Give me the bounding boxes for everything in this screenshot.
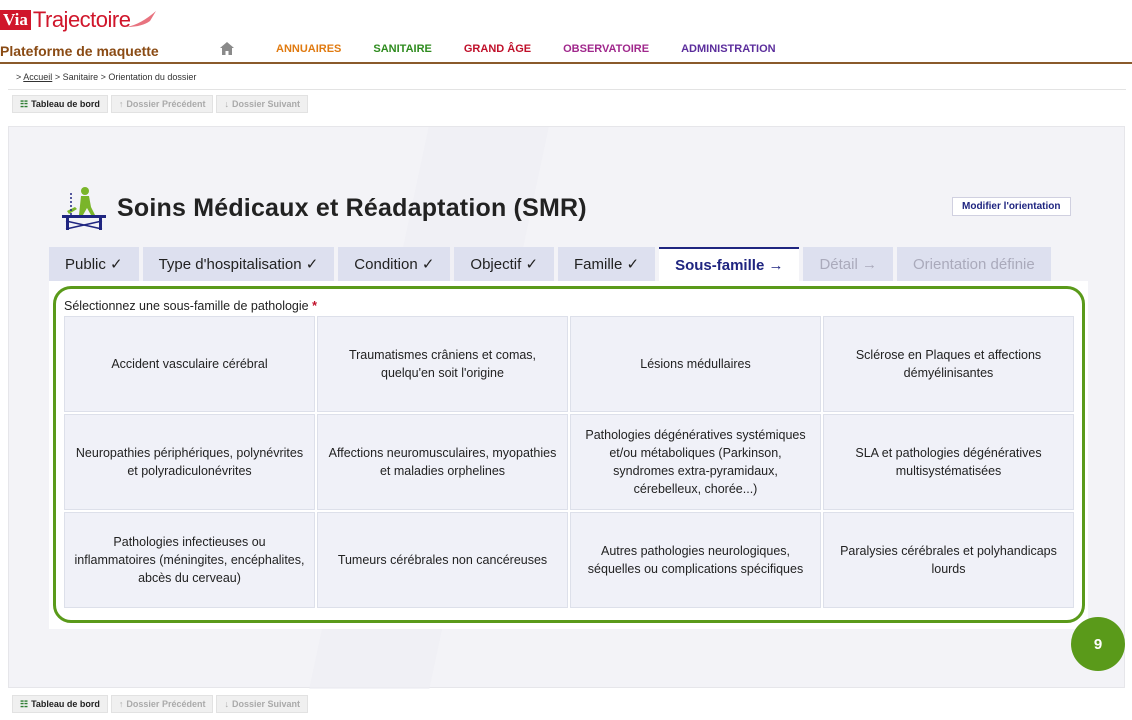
option-traumatismes-craniens[interactable]: Traumatismes crâniens et comas, quelqu'en soit l'origine [317, 316, 568, 412]
logo-swoosh-icon [124, 9, 158, 31]
highlight-frame [53, 286, 1085, 623]
tab-detail: Détail → [803, 247, 893, 281]
arrow-up-icon: ↑ [118, 699, 124, 709]
previous-file-label: Dossier Précédent [126, 99, 206, 109]
breadcrumb-home-link[interactable]: Accueil [23, 72, 53, 82]
page-title: Soins Médicaux et Réadaptation (SMR) [117, 193, 587, 222]
option-neuropathies[interactable]: Neuropathies périphériques, polynévrites et polyradiculonévrites [64, 414, 315, 510]
previous-file-button-bottom[interactable] [111, 695, 214, 713]
option-tumeurs-cerebrales[interactable]: Tumeurs cérébrales non cancéreuses [317, 512, 568, 608]
arrow-down-icon: ↓ [224, 699, 229, 709]
selection-prompt-text: Sélectionnez une sous-famille de pathologie [64, 299, 309, 313]
nav-sanitaire[interactable]: SANITAIRE [373, 43, 432, 55]
divider [8, 89, 1126, 90]
breadcrumb-rest: > Sanitaire > Orientation du dossier [54, 72, 197, 82]
modify-orientation-button[interactable]: Modifier l'orientation [952, 197, 1071, 216]
breadcrumb-prefix: > [16, 72, 22, 82]
nav-administration[interactable]: ADMINISTRATION [681, 43, 776, 55]
nav-annuaires[interactable]: ANNUAIRES [276, 43, 342, 55]
previous-file-button[interactable] [111, 95, 214, 113]
nav-observatoire[interactable]: OBSERVATOIRE [563, 43, 650, 55]
option-sclerose-en-plaques[interactable]: Sclérose en Plaques et affections démyélinisantes [823, 316, 1074, 412]
required-marker: * [312, 299, 317, 313]
option-lesions-medullaires[interactable]: Lésions médullaires [570, 316, 821, 412]
list-icon: ☷ [20, 98, 29, 109]
platform-name: Plateforme de maquette [0, 43, 159, 59]
arrow-up-icon: ↑ [118, 99, 124, 109]
option-pathologies-infectieuses[interactable]: Pathologies infectieuses ou inflammatoires (méningites, encéphalites, abcès du cerveau) [64, 512, 315, 608]
annotation-badge: 9 [1071, 617, 1125, 671]
app-header [0, 0, 1132, 64]
home-icon[interactable] [220, 42, 236, 56]
tab-public[interactable]: Public ✓ [49, 247, 139, 281]
option-paralysies-cerebrales[interactable]: Paralysies cérébrales et polyhandicaps lourds [823, 512, 1074, 608]
tab-condition[interactable]: Condition ✓ [338, 247, 450, 281]
top-toolbar [12, 95, 308, 113]
tab-objectif[interactable]: Objectif ✓ [454, 247, 554, 281]
option-avc[interactable]: Accident vasculaire cérébral [64, 316, 315, 412]
tab-type-hospitalisation[interactable]: Type d'hospitalisation ✓ [143, 247, 335, 281]
next-file-label: Dossier Suivant [231, 99, 300, 109]
step-tabs [49, 247, 1051, 281]
logo-name: Trajectoire [32, 7, 131, 32]
option-pathologies-degeneratives[interactable]: Pathologies dégénératives systémiques et/ou métaboliques (Parkinson, syndromes extra-pyramidaux, cérebelleux, chorée...) [570, 414, 821, 510]
list-icon: ☷ [20, 698, 29, 709]
tab-orientation-definie: Orientation définie [897, 247, 1051, 281]
next-file-button[interactable] [216, 95, 308, 113]
arrow-down-icon: ↓ [224, 99, 229, 109]
next-file-button-bottom[interactable] [216, 695, 308, 713]
option-autres-pathologies[interactable]: Autres pathologies neurologiques, séquelles ou complications spécifiques [570, 512, 821, 608]
page-title-row [61, 185, 587, 231]
breadcrumb [16, 72, 196, 82]
previous-file-label: Dossier Précédent [126, 699, 206, 709]
option-sla[interactable]: SLA et pathologies dégénératives multisystématisées [823, 414, 1074, 510]
dashboard-label: Tableau de bord [31, 99, 100, 109]
option-affections-neuromusculaires[interactable]: Affections neuromusculaires, myopathies et maladies orphelines [317, 414, 568, 510]
app-logo[interactable] [0, 6, 158, 34]
main-nav [220, 42, 808, 56]
logo-prefix: Via [0, 10, 31, 30]
nav-grand-age[interactable]: GRAND ÂGE [463, 43, 532, 55]
dashboard-label: Tableau de bord [31, 699, 100, 709]
tab-famille[interactable]: Famille ✓ [558, 247, 655, 281]
next-file-label: Dossier Suivant [231, 699, 300, 709]
dashboard-button-bottom[interactable] [12, 695, 108, 713]
rehabilitation-icon [61, 185, 107, 231]
dashboard-button[interactable] [12, 95, 108, 113]
tab-sous-famille[interactable]: Sous-famille → [659, 247, 799, 281]
bottom-toolbar [12, 695, 308, 713]
